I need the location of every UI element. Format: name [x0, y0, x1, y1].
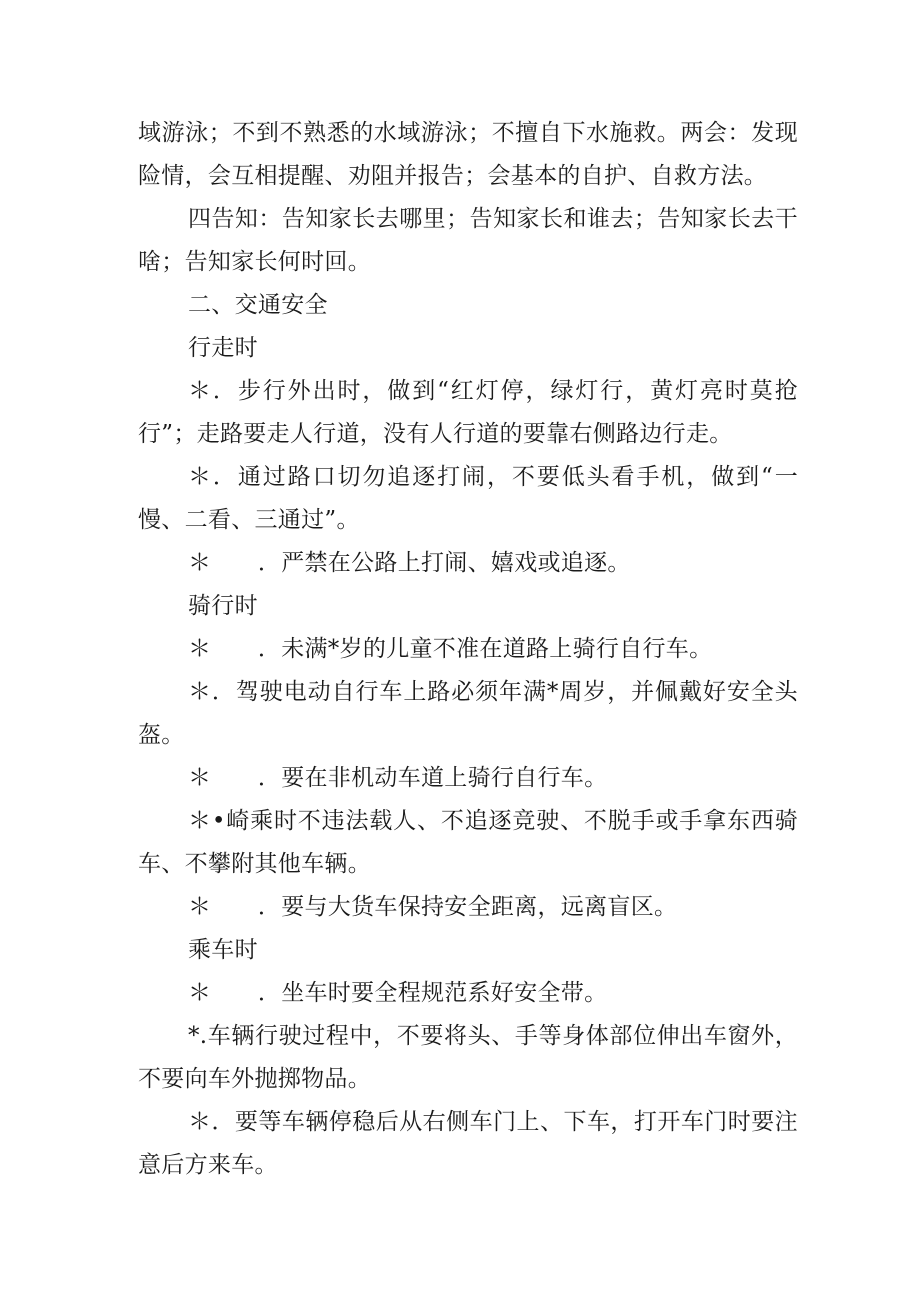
paragraph-swimming-rules: 域游泳；不到不熟悉的水域游泳；不擅自下水施救。两会：发现险情，会互相提醒、劝阻并报告；会基本的自护、自救方法。: [138, 120, 798, 189]
list-item-cycling-4: ＊•崎乘时不违法载人、不追逐竞驶、不脱手或手拿东西骑车、不攀附其他车辆。: [138, 808, 798, 877]
list-item-cycling-5: ＊ ．要与大货车保持安全距离，远离盲区。: [188, 894, 678, 920]
document-body: [138, 112, 798, 1187]
list-item-cycling-3: ＊ ．要在非机动车道上骑行自行车。: [188, 765, 608, 791]
list-item-walking-2: ＊．通过路口切勿追逐打闹，不要低头看手机，做到“一慢、二看、三通过”。: [138, 464, 798, 533]
subheading-cycling: 骑行时: [188, 593, 258, 619]
list-item-cycling-2: ＊．驾驶电动自行车上路必须年满*周岁，并佩戴好安全头盔。: [138, 679, 798, 748]
list-item-vehicle-3: ＊．要等车辆停稳后从右侧车门上、下车，打开车门时要注意后方来车。: [138, 1109, 798, 1178]
list-item-vehicle-2: *.车辆行驶过程中，不要将头、手等身体部位伸出车窗外，不要向车外抛掷物品。: [138, 1023, 798, 1092]
section-heading-traffic-safety: 二、交通安全: [188, 292, 328, 318]
list-item-walking-3: ＊ ．严禁在公路上打闹、嬉戏或追逐。: [188, 550, 631, 576]
subheading-walking: 行走时: [188, 335, 258, 361]
paragraph-four-notifications: 四告知：告知家长去哪里；告知家长和谁去；告知家长去干啥；告知家长何时回。: [138, 206, 798, 275]
list-item-cycling-1: ＊ ．未满*岁的儿童不准在道路上骑行自行车。: [188, 636, 713, 662]
list-item-walking-1: ＊．步行外出时，做到“红灯停，绿灯行，黄灯亮时莫抢行”；走路要走人行道，没有人行道的要靠右侧路边行走。: [138, 378, 798, 447]
list-item-vehicle-1: ＊ ．坐车时要全程规范系好安全带。: [188, 980, 608, 1006]
subheading-riding-vehicle: 乘车时: [188, 937, 258, 963]
